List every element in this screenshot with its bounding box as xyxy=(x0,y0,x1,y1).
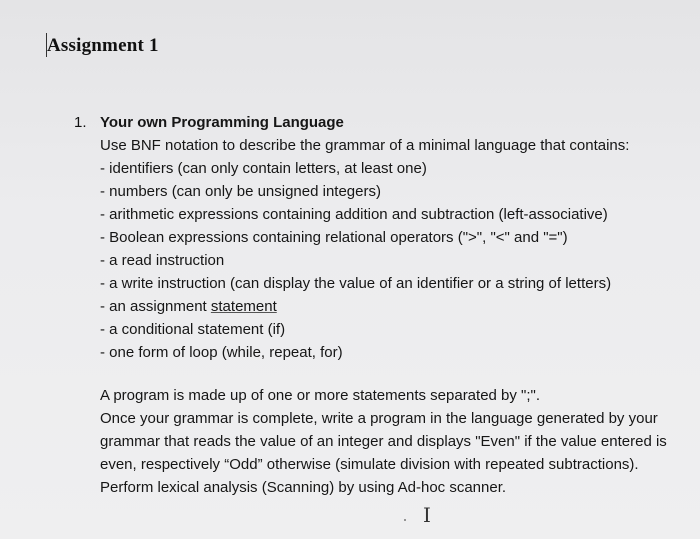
question-heading: Your own Programming Language xyxy=(100,114,344,131)
list-item: - a read instruction xyxy=(100,252,225,269)
list-item: - one form of loop (while, repeat, for) xyxy=(100,344,343,361)
paragraph-line: grammar that reads the value of an integer and displays "Even" if the value entered is xyxy=(100,433,667,450)
paragraph-line: Once your grammar is complete, write a program in the language generated by your xyxy=(100,410,658,427)
paragraph-line: A program is made up of one or more statements separated by ";". xyxy=(100,387,541,404)
list-item: - arithmetic expressions containing addition and subtraction (left-associative) xyxy=(100,206,608,223)
question-intro: Use BNF notation to describe the grammar of a minimal language that contains: xyxy=(100,137,630,154)
list-item xyxy=(100,298,277,315)
dot-mark xyxy=(404,519,406,521)
list-item: - numbers (can only be unsigned integers) xyxy=(100,183,381,200)
list-item: - Boolean expressions containing relational operators (">", "<" and "=") xyxy=(100,229,568,246)
paragraph-line: Perform lexical analysis (Scanning) by using Ad-hoc scanner. xyxy=(100,479,507,496)
list-item: - a write instruction (can display the value of an identifier or a string of letters) xyxy=(100,275,612,292)
page-title: Assignment 1 xyxy=(47,35,159,56)
list-item: - a conditional statement (if) xyxy=(100,321,286,338)
paragraph-line: even, respectively “Odd” otherwise (simulate division with repeated subtractions). xyxy=(100,456,639,473)
text-cursor-icon: I xyxy=(423,503,431,527)
list-item-text: - an assignment xyxy=(100,298,211,315)
question-number: 1. xyxy=(74,114,87,131)
underlined-word: statement xyxy=(210,298,277,315)
list-item: - identifiers (can only contain letters, at least one) xyxy=(100,160,427,177)
